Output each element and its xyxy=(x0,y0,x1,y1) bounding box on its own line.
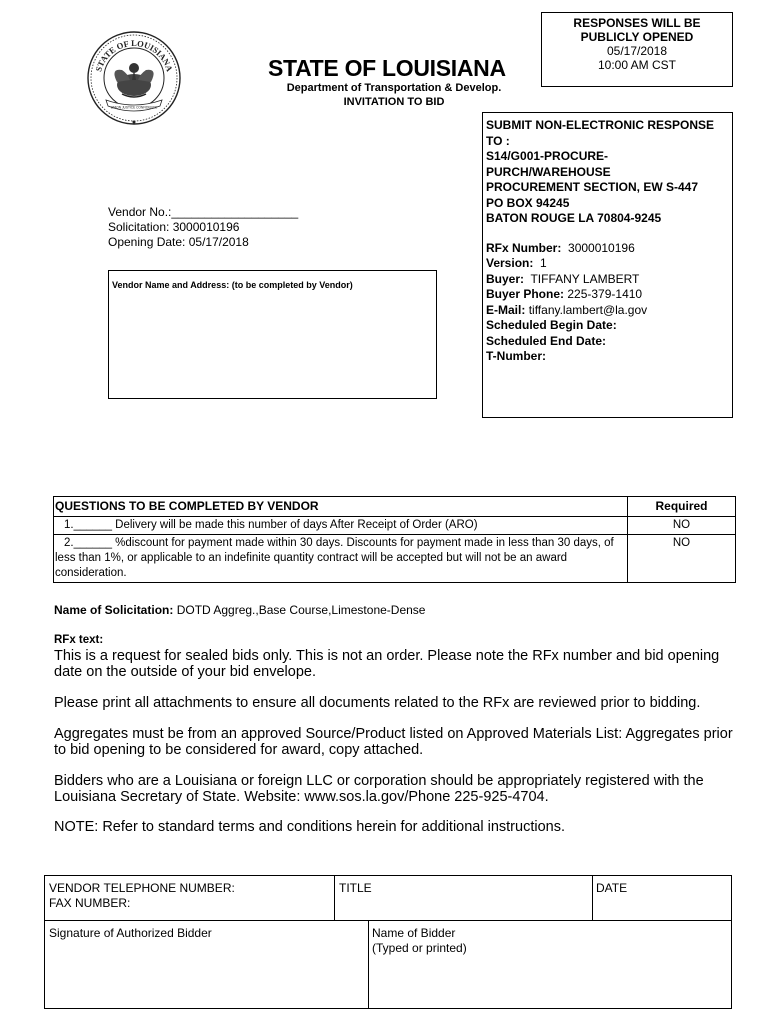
submit-address-line: S14/G001-PROCURE- xyxy=(486,149,609,163)
vendor-telephone-field[interactable] xyxy=(49,881,235,911)
submit-address-line: PURCH/WAREHOUSE xyxy=(486,164,611,179)
rfx-paragraph: Please print all attachments to ensure all documents related to the RFx are reviewed prior to bidding. xyxy=(54,695,701,711)
date-field[interactable] xyxy=(596,881,627,896)
submit-address-line: TO : xyxy=(486,133,510,148)
rfx-paragraph: This is a request for sealed bids only. This is not an order. Please note the RFx number and bid opening date on the outside of your bid envelope. xyxy=(54,648,720,680)
submit-address-line: BATON ROUGE LA 70804-9245 xyxy=(486,211,662,225)
rfx-number-row xyxy=(486,241,729,257)
t-number-label: T-Number: xyxy=(486,349,546,363)
responses-line-2: PUBLICLY OPENED xyxy=(580,30,694,44)
signature-field[interactable] xyxy=(49,926,212,941)
vendor-questions-table xyxy=(53,496,736,583)
table-row xyxy=(54,535,736,583)
buyer-phone-label: Buyer Phone: xyxy=(486,287,565,301)
bidder-signature-form xyxy=(44,875,732,1009)
page-title: STATE OF LOUISIANA xyxy=(268,55,506,81)
responses-date: 05/17/2018 xyxy=(606,44,668,58)
fax-label: FAX NUMBER: xyxy=(49,896,131,910)
question-text[interactable]: 1.______ Delivery will be made this number of days After Receipt of Order (ARO) xyxy=(54,517,628,535)
vendor-number-field[interactable]: Vendor No.:___________________ xyxy=(108,205,299,219)
vendor-name-address-label: Vendor Name and Address: (to be completed by Vendor) xyxy=(112,280,353,290)
submit-response-box xyxy=(482,112,733,418)
version-value: 1 xyxy=(540,256,547,270)
required-header: Required xyxy=(628,497,736,517)
questions-header: QUESTIONS TO BE COMPLETED BY VENDOR xyxy=(54,497,628,517)
question-required: NO xyxy=(628,535,736,583)
begin-date-label: Scheduled Begin Date: xyxy=(486,318,617,332)
rfx-paragraph: NOTE: Refer to standard terms and conditions herein for additional instructions. xyxy=(54,819,565,835)
bidder-name-label: Name of Bidder xyxy=(372,926,456,940)
date-label: DATE xyxy=(596,881,628,895)
end-date-label: Scheduled End Date: xyxy=(486,333,607,348)
seal-motto: UNION JUSTICE CONFIDENCE xyxy=(110,105,158,110)
solicitation-name-value: DOTD Aggreg.,Base Course,Limestone-Dense xyxy=(176,603,426,617)
seal-outer-text: STATE OF LOUISIANA xyxy=(93,37,175,73)
question-text[interactable]: 2.______ %discount for payment made within 30 days. Discounts for payment made in less than 30 days, of less than 1%, or applicable to an indefinite quantity contract will be accepted but will not be an award consideration. xyxy=(54,535,628,583)
telephone-label: VENDOR TELEPHONE NUMBER: xyxy=(49,881,235,895)
buyer-phone-value: 225-379-1410 xyxy=(567,287,643,301)
responses-time: 10:00 AM CST xyxy=(597,58,677,72)
department-name: Department of Transportation & Develop. xyxy=(286,82,502,94)
title-field[interactable] xyxy=(339,881,372,896)
email-row xyxy=(486,303,729,319)
bidder-name-sublabel: (Typed or printed) xyxy=(372,941,467,955)
rfx-number-value: 3000010196 xyxy=(568,240,635,255)
question-required: NO xyxy=(628,517,736,535)
solicitation-number: Solicitation: 3000010196 xyxy=(108,220,240,234)
buyer-label: Buyer: xyxy=(486,271,525,286)
version-label: Version: xyxy=(486,256,534,270)
solicitation-name-label: Name of Solicitation: xyxy=(54,603,174,617)
version-row xyxy=(486,256,729,272)
buyer-value: TIFFANY LAMBERT xyxy=(530,271,640,286)
buyer-row xyxy=(486,272,729,288)
solicitation-name xyxy=(54,603,425,617)
buyer-phone-row xyxy=(486,287,729,303)
email-value[interactable]: tiffany.lambert@la.gov xyxy=(528,302,648,317)
table-header-row xyxy=(54,497,736,517)
rfx-paragraph: Bidders who are a Louisiana or foreign LLC or corporation should be appropriately registered with the Louisiana Secretary of State. Website: www.sos.la.gov/Phone 225-925-4704. xyxy=(54,773,704,805)
state-seal xyxy=(84,30,184,126)
table-row xyxy=(54,517,736,535)
title-label: TITLE xyxy=(339,881,372,895)
signature-label: Signature of Authorized Bidder xyxy=(49,926,212,940)
opening-date: Opening Date: 05/17/2018 xyxy=(108,235,249,249)
bidder-name-field[interactable] xyxy=(372,926,467,956)
responses-notice-box xyxy=(541,12,733,87)
submit-address-line: PO BOX 94245 xyxy=(486,195,570,210)
submit-address-line: PROCUREMENT SECTION, EW S-447 xyxy=(486,180,699,194)
rfx-text-label: RFx text: xyxy=(54,634,104,646)
document-subtitle: INVITATION TO BID xyxy=(343,96,445,108)
rfx-paragraph: Aggregates must be from an approved Source/Product listed on Approved Materials List: Aggregates prior to bid opening to be considered for award, copy attached. xyxy=(54,726,733,758)
vendor-info xyxy=(108,205,298,250)
vendor-name-address-field[interactable] xyxy=(108,270,437,399)
email-label: E-Mail: xyxy=(486,302,526,317)
submit-address-line: SUBMIT NON-ELECTRONIC RESPONSE xyxy=(486,118,715,132)
responses-line-1: RESPONSES WILL BE xyxy=(573,16,701,30)
rfx-number-label: RFx Number: xyxy=(486,240,562,255)
